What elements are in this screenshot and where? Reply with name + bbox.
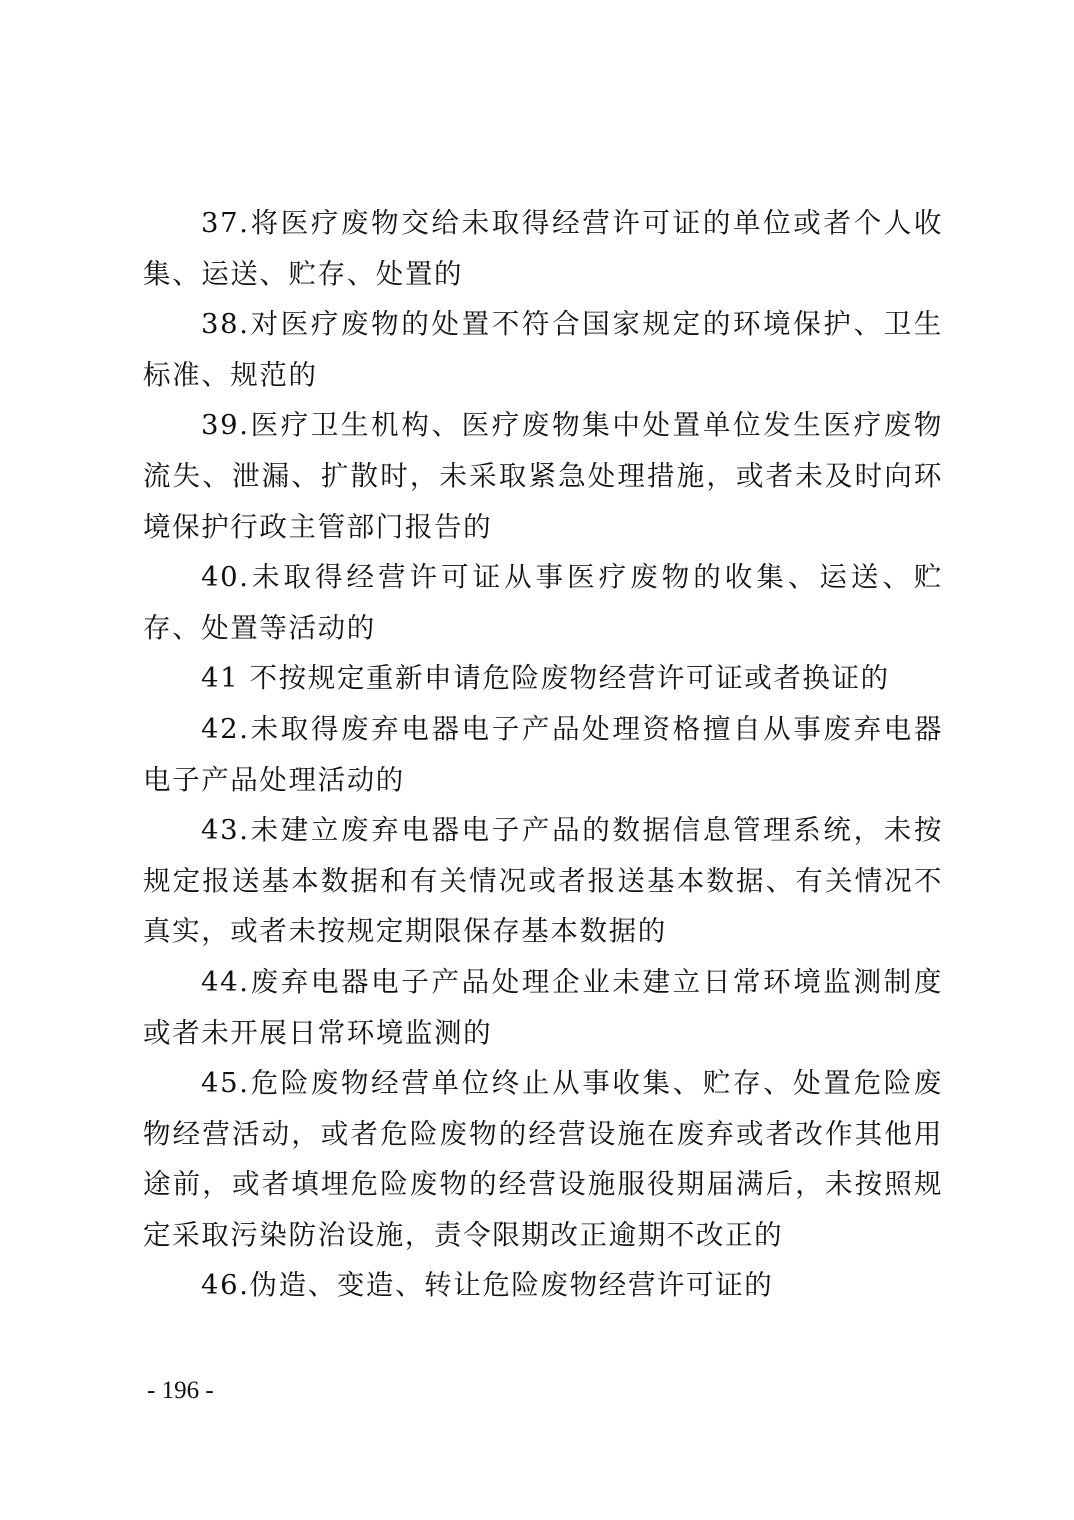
item-43-paragraph: 43.未建立废弃电器电子产品的数据信息管理系统，未按规定报送基本数据和有关情况或者报送基本数据、有关情况不真实，或者未按规定期限保存基本数据的 xyxy=(143,814,943,948)
item-46-paragraph: 46.伪造、变造、转让危险废物经营许可证的 xyxy=(201,1269,774,1302)
item-37-paragraph: 37.将医疗废物交给未取得经营许可证的单位或者个人收集、运送、贮存、处置的 xyxy=(143,207,943,290)
item-40-paragraph: 40.未取得经营许可证从事医疗废物的收集、运送、贮存、处置等活动的 xyxy=(143,561,943,644)
item-38-paragraph: 38.对医疗废物的处置不符合国家规定的环境保护、卫生标准、规范的 xyxy=(143,308,943,391)
item-41-paragraph: 41 不按规定重新申请危险废物经营许可证或者换证的 xyxy=(201,662,890,695)
item-45-paragraph: 45.危险废物经营单位终止从事收集、贮存、处置危险废物经营活动，或者危险废物的经营设施在废弃或者改作其他用途前，或者填埋危险废物的经营设施服役期届满后，未按照规定采取污染防治设施，责令限期改正逾期不改正的 xyxy=(143,1067,943,1251)
item-44-paragraph: 44.废弃电器电子产品处理企业未建立日常环境监测制度或者未开展日常环境监测的 xyxy=(143,965,943,1049)
page-number: - 196 - xyxy=(147,1377,214,1404)
item-39-paragraph: 39.医疗卫生机构、医疗废物集中处置单位发生医疗废物流失、泄漏、扩散时，未采取紧急处理措施，或者未及时向环境保护行政主管部门报告的 xyxy=(143,409,943,543)
document-body xyxy=(143,198,943,1311)
item-42-paragraph: 42.未取得废弃电器电子产品处理资格擅自从事废弃电器电子产品处理活动的 xyxy=(143,712,943,796)
